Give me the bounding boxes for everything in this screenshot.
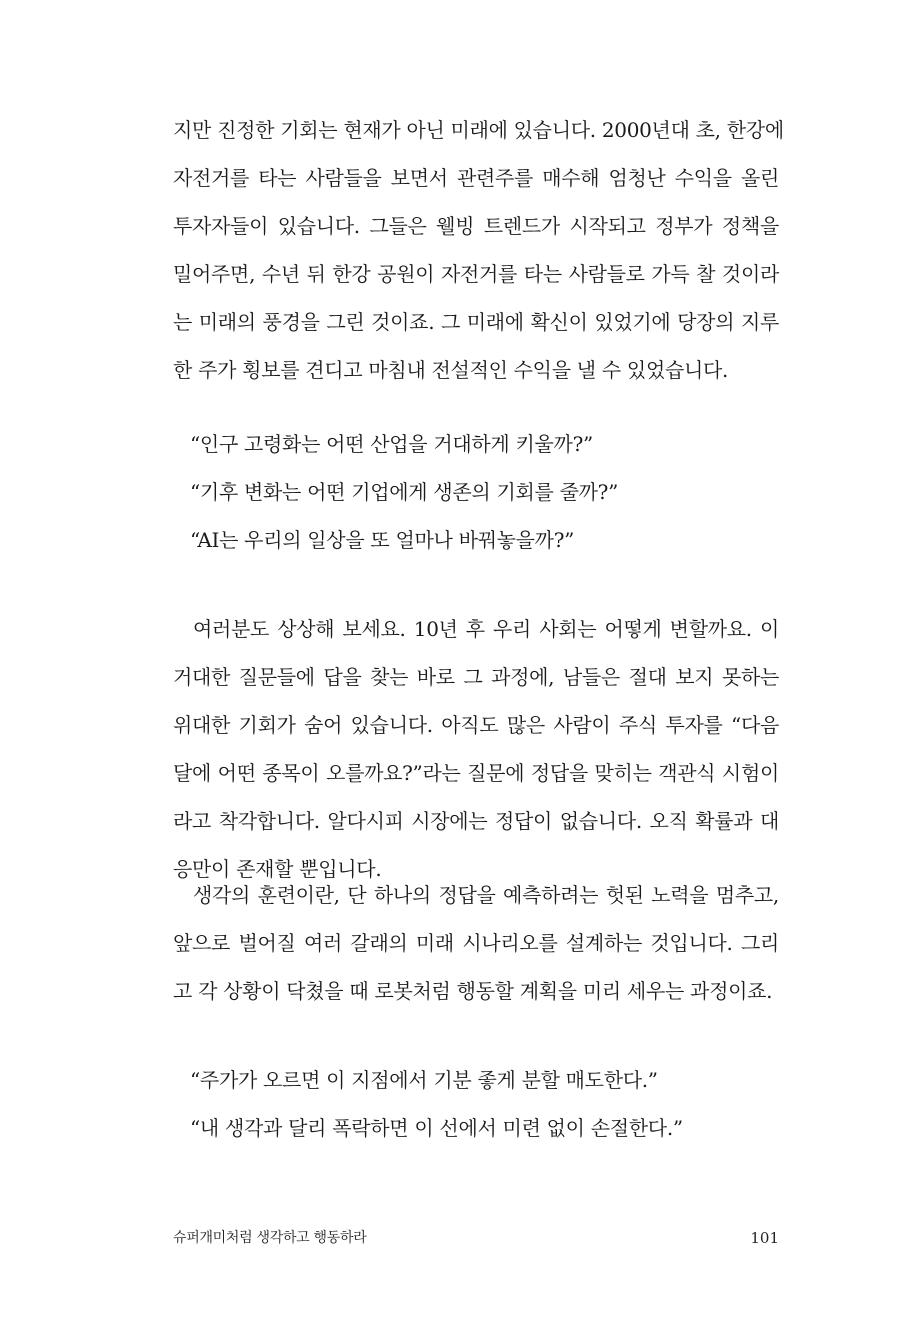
body-line: 여러분도 상상해 보세요. 10년 후 우리 사회는 어떻게 변할까요. 이 (193, 617, 779, 641)
quote-line: “주가가 오르면 이 지점에서 기분 좋게 분할 매도한다.” (190, 1068, 658, 1092)
body-line: 지만 진정한 기회는 현재가 아닌 미래에 있습니다. 2000년대 초, 한강에 (173, 118, 784, 142)
quote-line: “기후 변화는 어떤 기업에게 생존의 기회를 줄까?” (190, 480, 618, 504)
body-line: 투자자들이 있습니다. 그들은 웰빙 트렌드가 시작되고 정부가 정책을 (173, 214, 779, 238)
body-line: 고 각 상황이 닥쳤을 때 로봇처럼 행동할 계획을 미리 세우는 과정이죠. (173, 979, 773, 1003)
body-line: 라고 착각합니다. 알다시피 시장에는 정답이 없습니다. 오직 확률과 대 (173, 809, 779, 833)
body-line: 는 미래의 풍경을 그린 것이죠. 그 미래에 확신이 있었기에 당장의 지루 (173, 310, 779, 334)
body-line: 밀어주면, 수년 뒤 한강 공원이 자전거를 타는 사람들로 가득 찰 것이라 (173, 262, 779, 286)
running-footer-title: 슈퍼개미처럼 생각하고 행동하라 (173, 1230, 367, 1246)
page-number: 101 (750, 1229, 779, 1247)
body-line: 위대한 기회가 숨어 있습니다. 아직도 많은 사람이 주식 투자를 “다음 (173, 713, 779, 737)
quote-line: “인구 고령화는 어떤 산업을 거대하게 키울까?” (190, 432, 593, 456)
body-line: 한 주가 횡보를 견디고 마침내 전설적인 수익을 낼 수 있었습니다. (173, 358, 729, 382)
quote-line: “내 생각과 달리 폭락하면 이 선에서 미련 없이 손절한다.” (190, 1116, 683, 1140)
quote-line: “AI는 우리의 일상을 또 얼마나 바꿔놓을까?” (190, 528, 575, 552)
body-line: 앞으로 벌어질 여러 갈래의 미래 시나리오를 설계하는 것입니다. 그리 (173, 931, 779, 955)
body-line: 응만이 존재할 뿐입니다. (173, 857, 382, 881)
body-line: 생각의 훈련이란, 단 하나의 정답을 예측하려는 헛된 노력을 멈추고, (193, 883, 779, 907)
body-line: 거대한 질문들에 답을 찾는 바로 그 과정에, 남들은 절대 보지 못하는 (173, 665, 779, 689)
body-line: 자전거를 타는 사람들을 보면서 관련주를 매수해 엄청난 수익을 올린 (173, 166, 779, 190)
body-line: 달에 어떤 종목이 오를까요?”라는 질문에 정답을 맞히는 객관식 시험이 (173, 761, 779, 785)
